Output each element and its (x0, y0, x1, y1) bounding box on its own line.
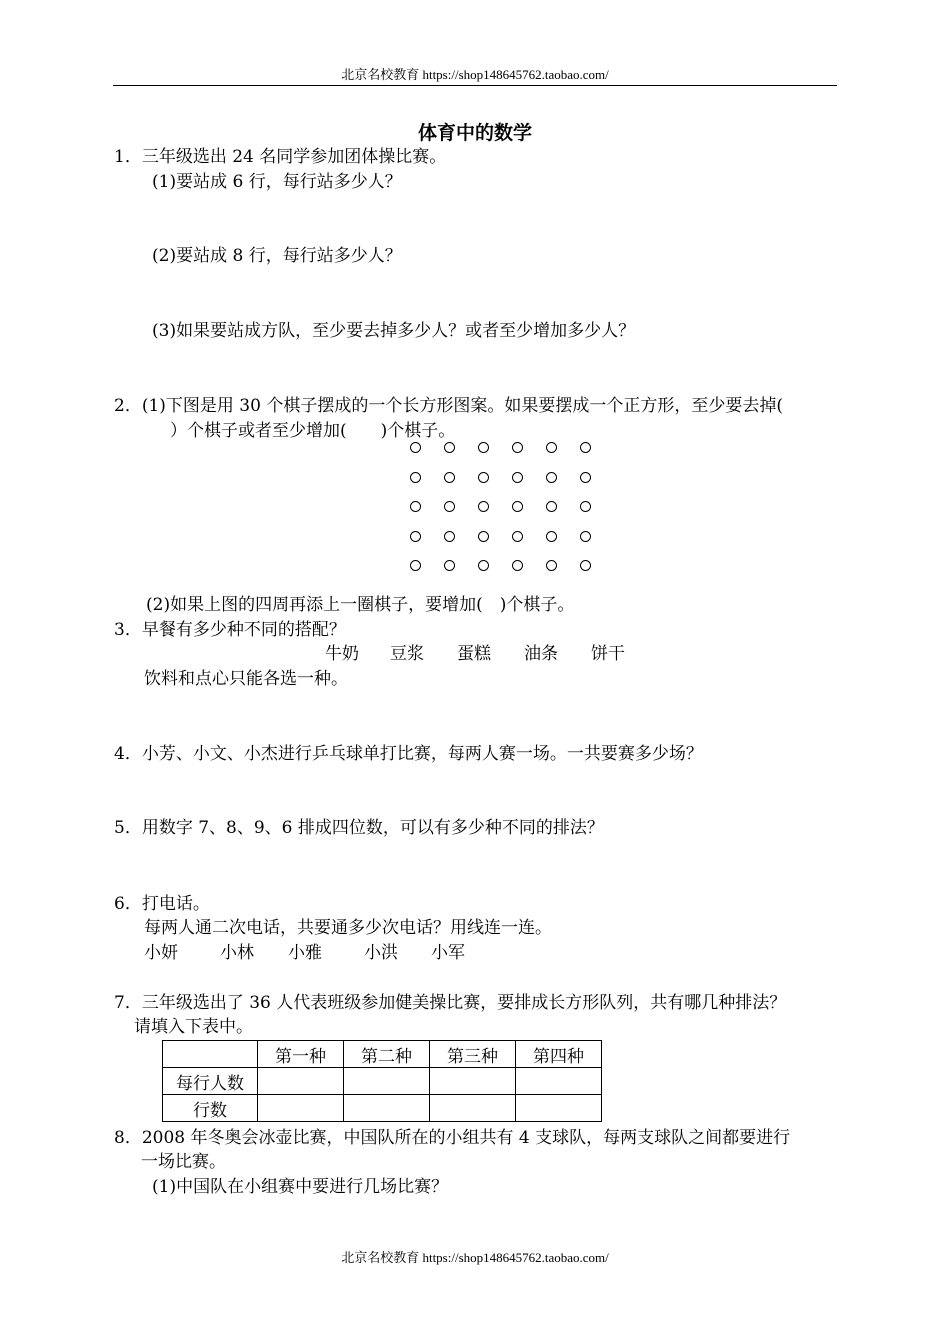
table-answer-cell[interactable] (258, 1095, 344, 1122)
q2-line2: ）个棋子或者至少增加( )个棋子。 (170, 421, 456, 441)
chess-piece-circle (410, 501, 421, 512)
chess-piece-circle (410, 442, 421, 453)
chess-piece-circle (512, 531, 523, 542)
table-answer-cell[interactable] (516, 1068, 602, 1095)
chess-piece-circle (410, 560, 421, 571)
q6-name-2: 小林 (220, 943, 254, 963)
q8-part1: (1)中国队在小组赛中要进行几场比赛？ (152, 1177, 449, 1197)
q3-item-soymilk: 豆浆 (390, 644, 424, 664)
chess-piece-circle (512, 472, 523, 483)
q1-stem: 1．三年级选出 24 名同学参加团体操比赛。 (114, 147, 447, 167)
table-answer-cell[interactable] (344, 1068, 430, 1095)
q4-stem: 4．小芳、小文、小杰进行乒乓球单打比赛，每两人赛一场。一共要赛多少场？ (114, 744, 703, 764)
q5-stem: 5．用数字 7、8、9、6 排成四位数，可以有多少种不同的排法？ (114, 818, 604, 838)
chess-piece-circle (478, 501, 489, 512)
q3-item-fritter: 油条 (524, 644, 558, 664)
q2-part2: (2)如果上图的四周再添上一圈棋子，要增加( )个棋子。 (146, 595, 575, 615)
q3-item-cake: 蛋糕 (457, 644, 491, 664)
table-header-cell: 第三种 (430, 1041, 516, 1068)
q3-note: 饮料和点心只能各选一种。 (144, 669, 348, 689)
chess-piece-circle (580, 501, 591, 512)
chess-piece-circle (410, 531, 421, 542)
table-row (163, 1068, 602, 1095)
page-header: 北京名校教育 https://shop148645762.taobao.com/ (341, 67, 609, 82)
q3-item-biscuit: 饼干 (591, 644, 625, 664)
q6-name-4: 小洪 (364, 943, 398, 963)
q1-part1: (1)要站成 6 行，每行站多少人？ (152, 172, 402, 192)
chess-piece-grid (410, 442, 610, 574)
chess-piece-circle (478, 442, 489, 453)
q7-line1: 7．三年级选出了 36 人代表班级参加健美操比赛，要排成长方形队列，共有哪几种排法？ (114, 993, 787, 1013)
table-header-cell: 第四种 (516, 1041, 602, 1068)
q3-item-milk: 牛奶 (325, 644, 359, 664)
table-answer-cell[interactable] (258, 1068, 344, 1095)
chess-piece-circle (512, 501, 523, 512)
chess-piece-circle (580, 531, 591, 542)
chess-piece-circle (546, 531, 557, 542)
table-row-label: 行数 (163, 1095, 258, 1122)
chess-piece-circle (444, 472, 455, 483)
table-header-row (163, 1041, 602, 1068)
chess-piece-circle (512, 442, 523, 453)
q7-line2: 请填入下表中。 (134, 1017, 253, 1037)
chess-piece-circle (580, 560, 591, 571)
header-rule (113, 85, 837, 86)
page-title: 体育中的数学 (417, 122, 532, 144)
table-answer-cell[interactable] (430, 1068, 516, 1095)
q8-line2: 一场比赛。 (141, 1152, 226, 1172)
chess-piece-circle (580, 442, 591, 453)
q1-part2: (2)要站成 8 行，每行站多少人？ (152, 246, 402, 266)
chess-piece-circle (546, 472, 557, 483)
chess-piece-circle (546, 501, 557, 512)
chess-piece-circle (546, 442, 557, 453)
table-header-cell: 第一种 (258, 1041, 344, 1068)
table-row (163, 1095, 602, 1122)
chess-piece-circle (512, 560, 523, 571)
chess-piece-circle (444, 442, 455, 453)
table-header-cell: 第二种 (344, 1041, 430, 1068)
table-answer-cell[interactable] (516, 1095, 602, 1122)
table-answer-cell[interactable] (344, 1095, 430, 1122)
chess-piece-circle (444, 501, 455, 512)
chess-piece-circle (478, 560, 489, 571)
chess-piece-circle (580, 472, 591, 483)
table-answer-cell[interactable] (430, 1095, 516, 1122)
q6-stem: 6．打电话。 (114, 894, 210, 914)
q6-name-5: 小军 (431, 943, 465, 963)
chess-piece-circle (410, 472, 421, 483)
table-corner-cell (163, 1041, 258, 1068)
q6-name-1: 小妍 (144, 943, 178, 963)
q6-line2: 每两人通二次电话，共要通多少次电话？用线连一连。 (144, 918, 552, 938)
q1-part3: (3)如果要站成方队，至少要去掉多少人？或者至少增加多少人？ (152, 321, 636, 341)
q2-line1: 2．(1)下图是用 30 个棋子摆成的一个长方形图案。如果要摆成一个正方形，至少要去掉( (114, 396, 783, 416)
arrangement-table (162, 1040, 602, 1122)
chess-piece-circle (444, 560, 455, 571)
q6-name-3: 小雅 (288, 943, 322, 963)
page-footer: 北京名校教育 https://shop148645762.taobao.com/ (341, 1250, 609, 1265)
q3-stem: 3．早餐有多少种不同的搭配？ (114, 620, 346, 640)
table-row-label: 每行人数 (163, 1068, 258, 1095)
chess-piece-circle (444, 531, 455, 542)
chess-piece-circle (478, 472, 489, 483)
chess-piece-circle (546, 560, 557, 571)
chess-piece-circle (478, 531, 489, 542)
q8-line1: 8．2008 年冬奥会冰壶比赛，中国队所在的小组共有 4 支球队，每两支球队之间都要进行 (114, 1128, 791, 1148)
